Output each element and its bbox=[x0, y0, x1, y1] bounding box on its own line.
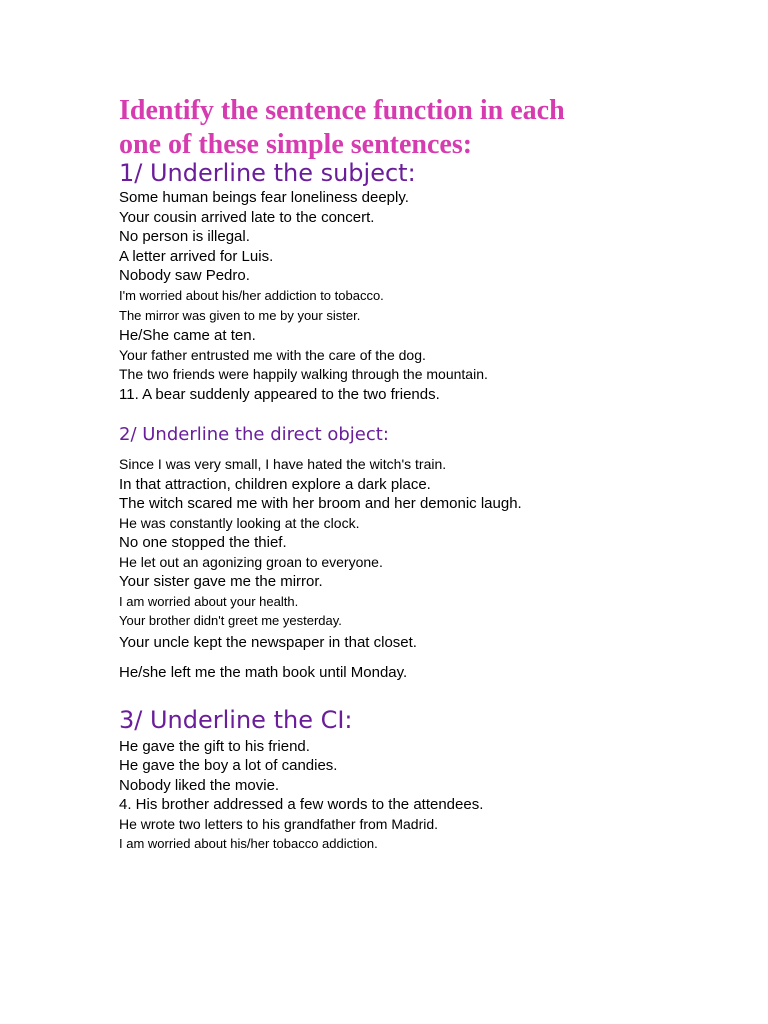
sentence: Your father entrusted me with the care of the dog. bbox=[119, 346, 426, 363]
sentence: Your brother didn't greet me yesterday. bbox=[119, 613, 342, 628]
sentence: Your cousin arrived late to the concert. bbox=[119, 208, 375, 226]
sentence: Some human beings fear loneliness deeply. bbox=[119, 189, 409, 206]
title-line-1: Identify the sentence function in each bbox=[119, 95, 565, 126]
sentence: No person is illegal. bbox=[119, 228, 250, 245]
section-3-heading: 3/ Underline the CI: bbox=[119, 705, 353, 734]
section-2-list bbox=[119, 455, 739, 683]
worksheet bbox=[119, 94, 739, 854]
sentence: He/she left me the math book until Monday. bbox=[119, 664, 408, 681]
worksheet-title bbox=[119, 94, 739, 162]
sentence: I am worried about his/her tobacco addiction. bbox=[119, 836, 378, 851]
sentence: I'm worried about his/her addiction to tobacco. bbox=[119, 287, 384, 303]
sentence: Nobody saw Pedro. bbox=[119, 267, 250, 284]
section-3-list bbox=[119, 737, 739, 854]
sentence: He/She came at ten. bbox=[119, 327, 256, 344]
section-1-list bbox=[119, 188, 739, 404]
sentence: Nobody liked the movie. bbox=[119, 776, 280, 794]
sentence: In that attraction, children explore a dark place. bbox=[119, 475, 431, 493]
sentence: Your sister gave me the mirror. bbox=[119, 573, 323, 590]
sentence: He let out an agonizing groan to everyone. bbox=[119, 553, 383, 570]
sentence: He wrote two letters to his grandfather from Madrid. bbox=[119, 815, 439, 832]
sentence: Since I was very small, I have hated the witch's train. bbox=[119, 456, 447, 472]
sentence: The witch scared me with her broom and her demonic laugh. bbox=[119, 495, 522, 512]
title-line-2: one of these simple sentences: bbox=[119, 129, 473, 160]
sentence: The mirror was given to me by your sister. bbox=[119, 308, 361, 323]
sentence: A letter arrived for Luis. bbox=[119, 247, 274, 265]
section-2-heading: 2/ Underline the direct object: bbox=[119, 424, 389, 445]
sentence: No one stopped the thief. bbox=[119, 534, 287, 551]
sentence: He gave the boy a lot of candies. bbox=[119, 757, 338, 774]
sentence: I am worried about your health. bbox=[119, 593, 299, 609]
sentence: He was constantly looking at the clock. bbox=[119, 514, 360, 531]
section-1-heading: 1/ Underline the subject: bbox=[119, 159, 416, 187]
sentence: 4. His brother addressed a few words to the attendees. bbox=[119, 796, 484, 813]
sentence: Your uncle kept the newspaper in that closet. bbox=[119, 633, 417, 651]
sentence: The two friends were happily walking through the mountain. bbox=[119, 366, 488, 382]
sentence: He gave the gift to his friend. bbox=[119, 737, 310, 755]
sentence: 11. A bear suddenly appeared to the two friends. bbox=[119, 385, 440, 403]
